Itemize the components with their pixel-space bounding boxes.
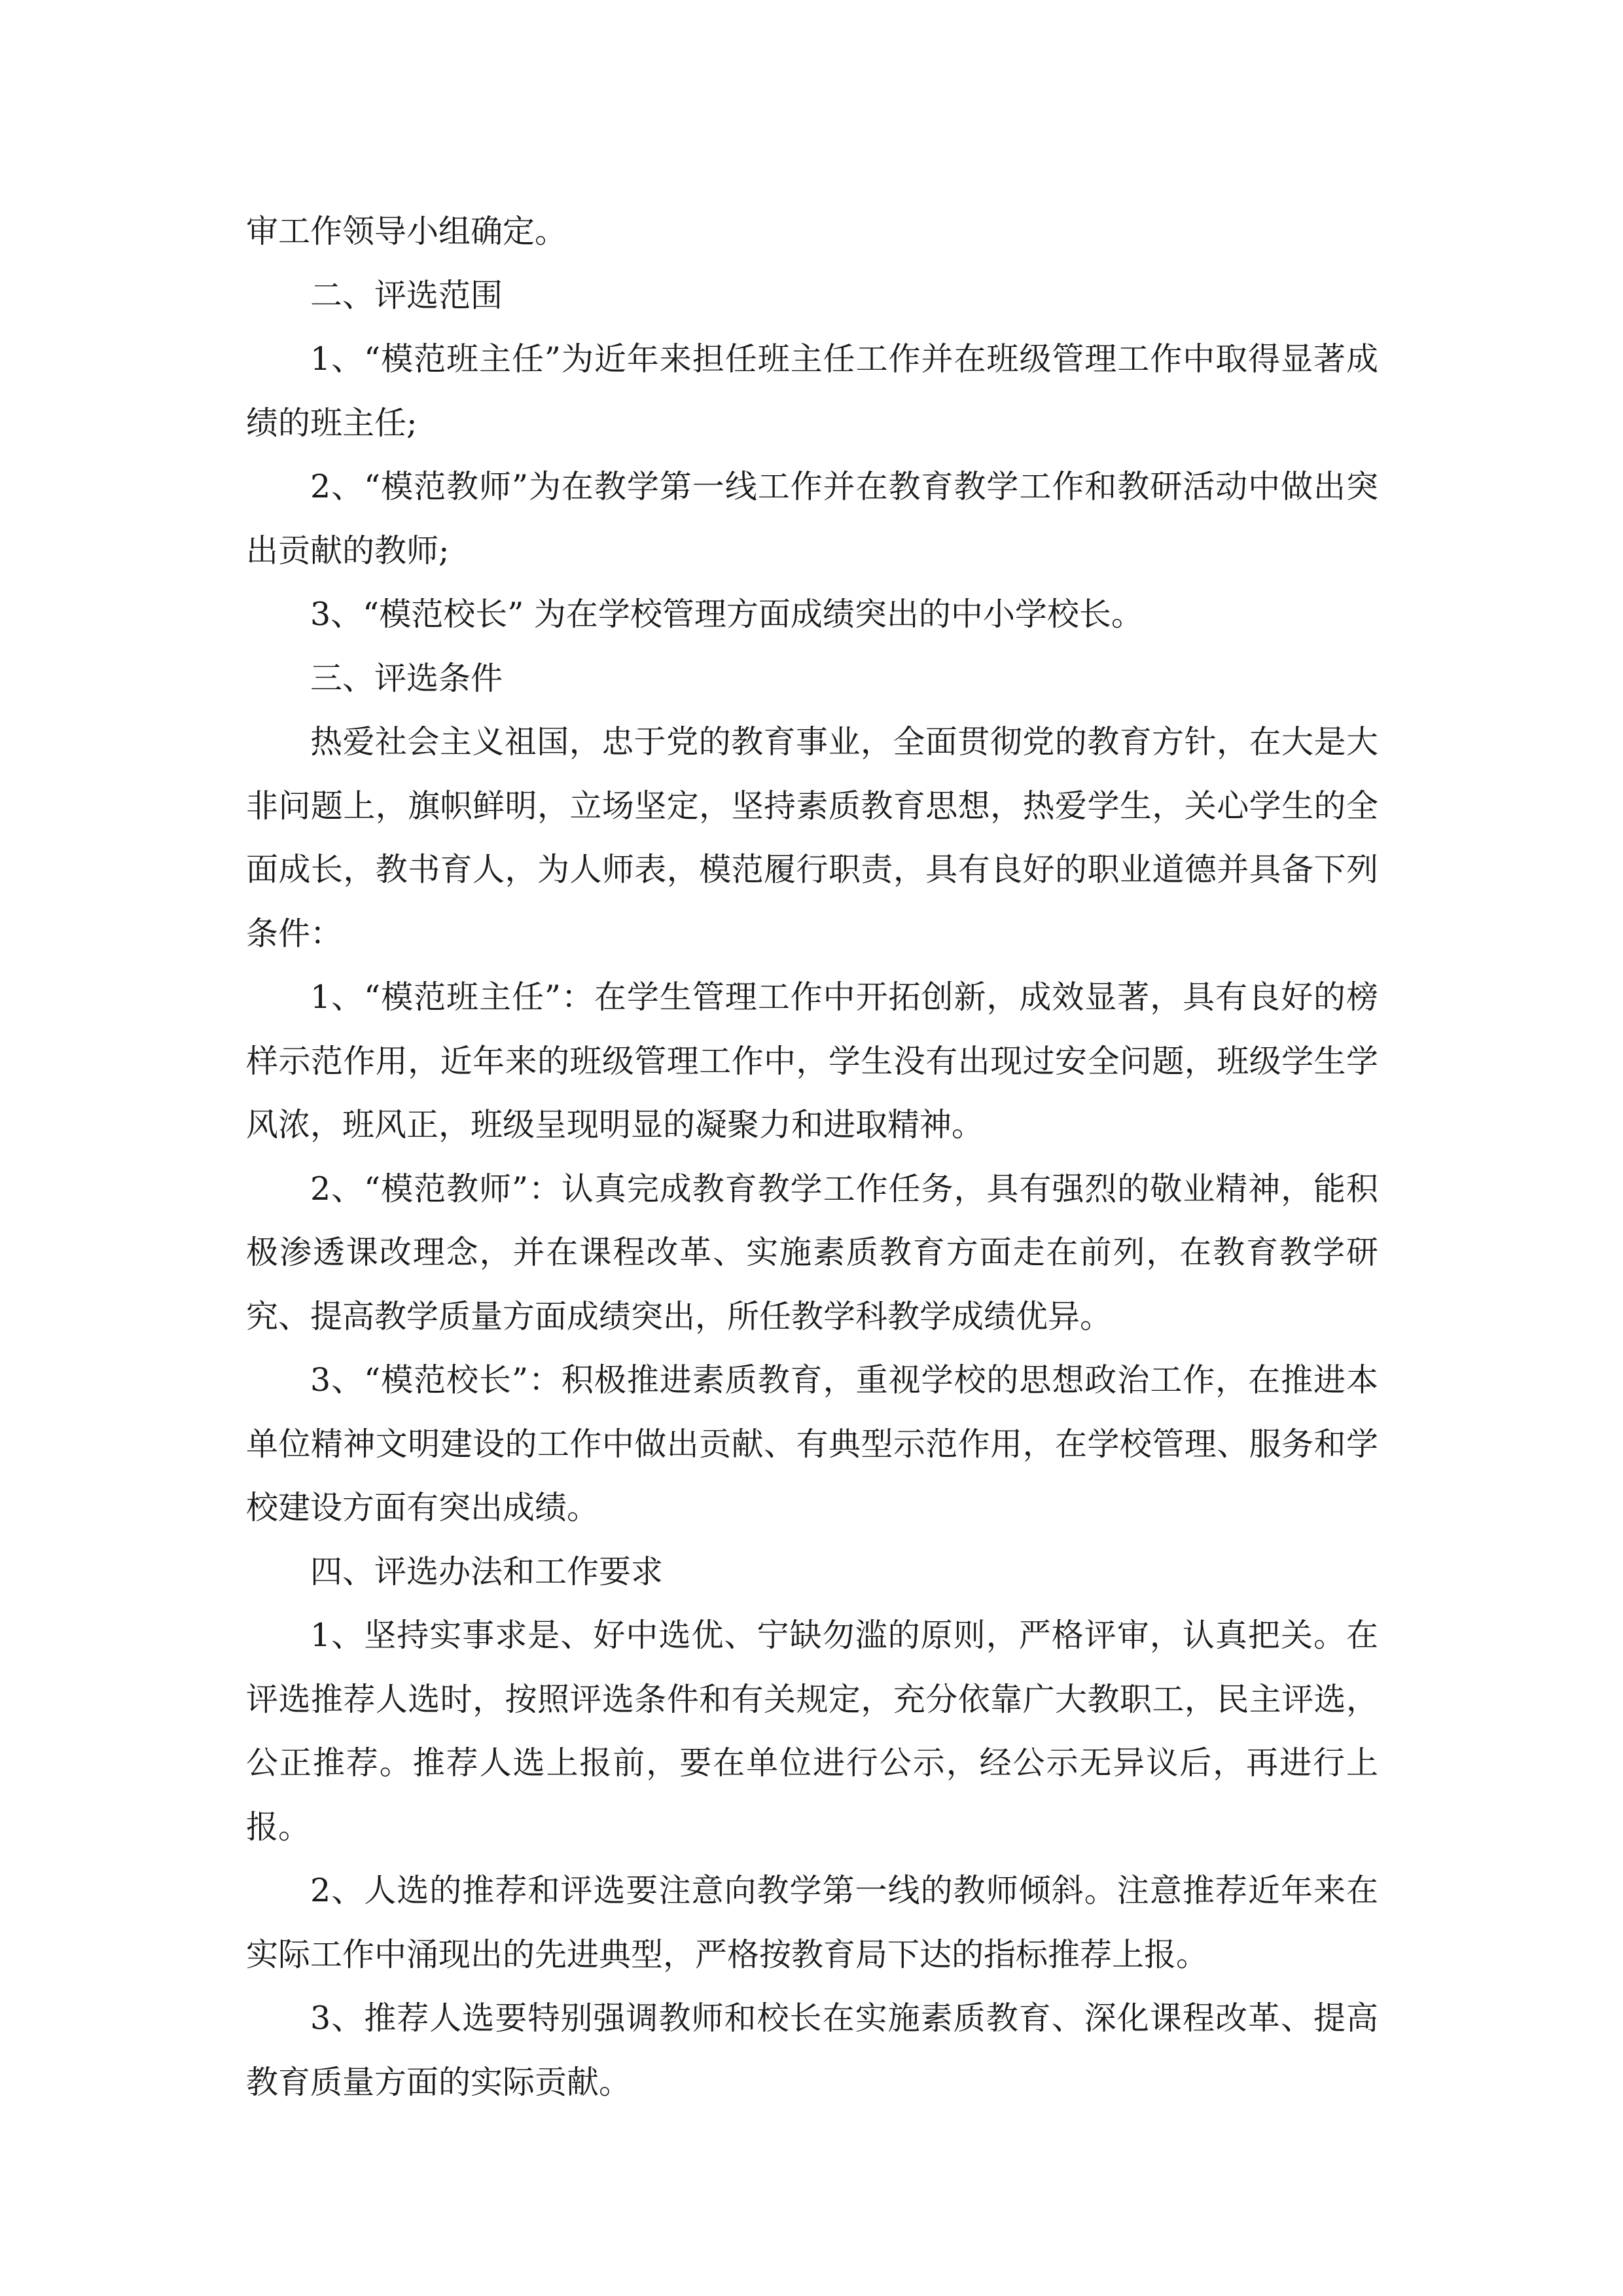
paragraph-continuation: 审工作领导小组确定。: [246, 213, 567, 250]
section-heading-methods: 四、评选办法和工作要求: [310, 1552, 664, 1590]
document-body: [246, 200, 1378, 2114]
paragraph-methods-1: 1、坚持实事求是、好中选优、宁缺勿滥的原则，严格评审，认真把关。在评选推荐人选时，按照评选条件和有关规定，充分依靠广大教职工，民主评选，公正推荐。推荐人选上报前，要在单位进行公示，经公示无异议后，再进行上报。: [246, 1617, 1378, 1846]
paragraph-methods-2: 2、人选的推荐和评选要注意向教学第一线的教师倾斜。注意推荐近年来在实际工作中涌现出的先进典型，严格按教育局下达的指标推荐上报。: [246, 1872, 1378, 1973]
section-heading-scope: 二、评选范围: [310, 276, 503, 314]
paragraph-scope-2: 2、“模范教师”为在教学第一线工作并在教育教学工作和教研活动中做出突出贡献的教师;: [246, 468, 1378, 569]
paragraph-conditions-2: 2、“模范教师”：认真完成教育教学工作任务，具有强烈的敬业精神，能积极渗透课改理念，并在课程改革、实施素质教育方面走在前列，在教育教学研究、提高教学质量方面成绩突出，所任教学科教学成绩优异。: [246, 1170, 1378, 1335]
paragraph-scope-1: 1、“模范班主任”为近年来担任班主任工作并在班级管理工作中取得显著成绩的班主任;: [246, 340, 1378, 442]
paragraph-conditions-3: 3、“模范校长”：积极推进素质教育，重视学校的思想政治工作，在推进本单位精神文明建设的工作中做出贡献、有典型示范作用，在学校管理、服务和学校建设方面有突出成绩。: [246, 1361, 1378, 1526]
section-heading-conditions: 三、评选条件: [310, 659, 503, 697]
paragraph-scope-3: 3、“模范校长” 为在学校管理方面成绩突出的中小学校长。: [310, 596, 1143, 633]
paragraph-conditions-1: 1、“模范班主任”：在学生管理工作中开拓创新，成效显著，具有良好的榜样示范作用，近年来的班级管理工作中，学生没有出现过安全问题，班级学生学风浓，班风正，班级呈现明显的凝聚力和进取精神。: [246, 978, 1378, 1143]
paragraph-conditions-intro: 热爱社会主义祖国，忠于党的教育事业，全面贯彻党的教育方针，在大是大非问题上，旗帜鲜明，立场坚定，坚持素质教育思想，热爱学生，关心学生的全面成长，教书育人，为人师表，模范履行职责，具有良好的职业道德并具备下列条件：: [246, 723, 1378, 952]
paragraph-methods-3: 3、推荐人选要特别强调教师和校长在实施素质教育、深化课程改革、提高教育质量方面的实际贡献。: [246, 2000, 1378, 2101]
